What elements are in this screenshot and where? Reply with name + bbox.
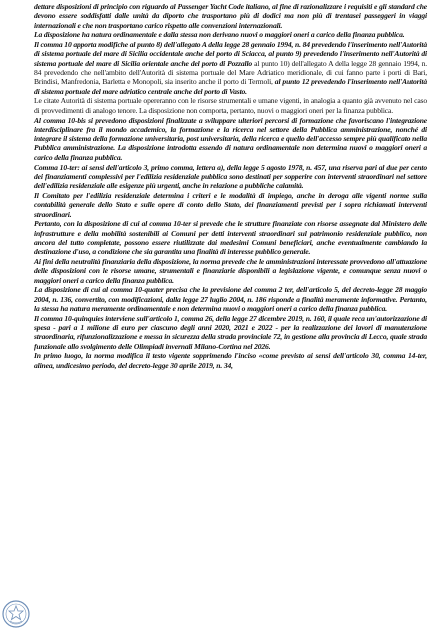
paragraph-pertanto-strutture: Pertanto, con la disposizione di cui al comma 10-ter si prevede che le strutture finanziate con risorse assegnate dal Ministero delle infrastrutture e della mobilità sostenibili ai Comuni per detti interventi straordinari sul patrimonio residenziale pubblico, non ancora del tutto completate, possono essere riutilizzate dai medesimi Comuni beneficiari, anche eventualmente cambiando la destinazione d'uso, a condizione che sia garantita una finalità di interesse pubblico generale. xyxy=(34,219,427,257)
paragraph-comma-10-quinquies: Il comma 10-quinquies interviene sull'articolo 1, comma 26, della legge 27 dicembre 2019, n. 160, il quale reca un'autorizzazione di spesa - pari a 1 milione di euro per ciascuno degli anni 2020, 2021 e 2022 - per la realizzazione dei lavori di manutenzione straordinaria, rifunzionalizzazione e messa in sicurezza della strada provinciale 72, in gestione alla provincia di Lecco, quale strada funzionale allo svolgimento delle Olimpiadi invernali Milano-Cortina nel 2026. xyxy=(34,313,427,351)
paragraph-passenger-yacht-code: dettare disposizioni di principio con riguardo al Passenger Yacht Code italiano, al fine di razionalizzare i requisiti e gli standard che devono essere soddisfatti dalle unità da diporto che trasportano più di dodici ma non più di trentasei passeggeri in viaggi internazionali e che non trasportano carico rispetto alle convenzioni internazionali. xyxy=(34,2,427,30)
comma-10-run-plain: al punto 10) dell'allegato A della legge 28 gennaio 1994, n. 84 prevedendo che nell'ambito dell'Autorità di sistema portuale del Mare Adriatico meridionale, di cui fanno parte i porti di Bari, Brindisi, Manfredonia, Barletta e Monopoli, sia inserito anche il porto di Termoli, xyxy=(34,58,427,87)
paragraph-autorita-risorse: Le citate Autorità di sistema portuale opereranno con le risorse strumentali e umane vigenti, in analogia a quanto già avvenuto nel caso di provvedimenti di analogo tenore. La disposizione non comporta, pertanto, nuovi o maggiori oneri per la finanza pubblica. xyxy=(34,96,427,115)
paragraph-ordinamentale-note: La disposizione ha natura ordinamentale e dalla stessa non derivano nuovi o maggiori oneri a carico della finanza pubblica. xyxy=(34,30,405,40)
comma-10-run-bold: Il comma 10 apporta modifiche al punto 8) dell'allegato A della legge 28 gennaio 1994, n. 84 prevedendo l'inserimento nell'Autorità di sistema portuale del mare di Sicilia occidentale anche del porto di Sciacca, al punto 9) prevedendo l'inserimento nell'Autorità di sistema portuale del mare di Sicilia orientale anche del porto di Pozzallo xyxy=(34,40,427,68)
paragraph-neutralita-finanziaria: Ai fini della neutralità finanziaria della disposizione, la norma prevede che le amministrazioni interessate provvedono all'attuazione delle disposizioni con le risorse umane, strumentali e finanziarie disponibili a legislazione vigente, e comunque senza nuovi o maggiori oneri a carico della finanza pubblica. xyxy=(34,257,427,285)
comma-10-run-bold-end: al punto 12 prevedendo l'inserimento nell'Autorità di sistema portuale del mare adriatico centrale anche del porto di Vasto. xyxy=(34,77,427,96)
paragraph-comma-10-ter: Comma 10-ter: ai sensi dell'articolo 3, primo comma, lettera a), della legge 5 agosto 1978, n. 457, una riserva pari al due per cento dei finanziamenti complessivi per l'edilizia residenziale pubblica sono destinati per sopperire con interventi straordinari nel settore dell'edilizia residenziale alle esigenze più urgenti, anche in relazione a pubbliche calamità. xyxy=(34,162,427,191)
paragraph-comitato-edilizia: Il Comitato per l'edilizia residenziale determina i criteri e le modalità di impiego, anche in deroga alle vigenti norme sulla contabilità generale dello Stato e sulle opere di conto dello Stato, dei finanziamenti previsti per i sopra richiamati interventi straordinari. xyxy=(34,190,427,219)
document-body xyxy=(34,2,427,371)
paragraph-primo-luogo: In primo luogo, la norma modifica il testo vigente sopprimendo l'inciso «come previsto ai sensi dell'articolo 30, comma 14-ter, alinea, undicesimo periodo, del decreto-legge 30 aprile 2019, n. 34, xyxy=(34,351,427,370)
emblem-seal-icon xyxy=(2,600,30,628)
paragraph-comma-10-bis: Al comma 10-bis si prevedono disposizioni finalizzate a sviluppare ulteriori percorsi di formazione che favoriscano l'integrazione interdisciplinare fra il mondo accademico, la formazione e la ricerca nel settore della Pubblica amministrazione, nonché di integrare il sistema della formazione universitaria, post universitaria, della ricerca e quello dell'accesso sempre più qualificato nella Pubblica amministrazione. La disposizione introdotta essendo di natura ordinamentale non determina nuovi o maggiori oneri a carico della finanza pubblica. xyxy=(34,115,427,162)
paragraph-comma-10-quater: La disposizione di cui al comma 10-quater precisa che la previsione del comma 2 ter, dell'articolo 5, del decreto-legge 28 maggio 2004, n. 136, convertito, con modificazioni, dalla legge 27 luglio 2004, n. 186 risponde a finalità meramente informative. Pertanto, la stessa ha natura meramente ordinamentale e non determina nuovi o maggiori oneri a carico della finanza pubblica. xyxy=(34,285,427,313)
paragraph-comma-10 xyxy=(34,40,427,96)
